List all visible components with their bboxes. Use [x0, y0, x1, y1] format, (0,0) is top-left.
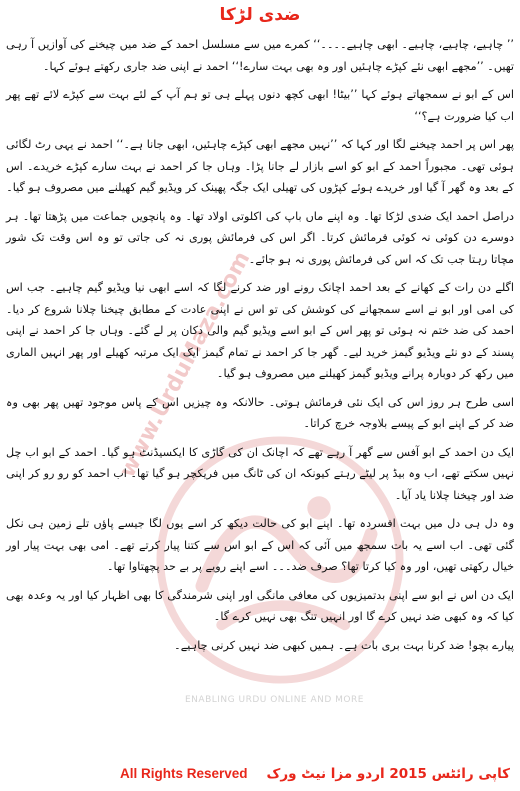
paragraph-9: ایک دن اس نے ابو سے اپنی بدتمیزیوں کی معافی مانگی اور اپنی شرمندگی کا بھی اظہار کیا اور یہ وعدہ بھی کیا کہ وہ کبھی ضد نہیں کرے گا اور انہیں تنگ بھی نہیں کرے گا۔	[6, 588, 514, 623]
paragraph-6: اسی طرح ہر روز اس کی ایک نئی فرمائش ہوتی۔ حالانکہ وہ چیزیں اس کے پاس موجود تھیں پھر بھی وہ ضد کر کے اپنے ابو کے پیسے بلاوجہ خرچ کراتا۔	[6, 395, 514, 430]
paragraph-1: ’’ چاہیے، چاہیے، چاہیے۔ ابھی چاہیے۔۔۔۔‘‘ کمرے میں سے مسلسل احمد کے ضد میں چیخنے کی آوازیں آ رہی تھیں۔ ’’مجھے ابھی نئے کپڑے چاہئیں اور وہ بھی بہت سارے!‘‘ احمد نے اپنی ضد جاری رکھتے ہوئے کہا۔	[6, 38, 514, 73]
watermark-tagline: ENABLING URDU ONLINE AND MORE	[185, 695, 364, 705]
story-title: ضدی لڑکا	[219, 5, 301, 25]
footer	[0, 764, 520, 786]
paragraph-3: پھر اس پر احمد چیخنے لگا اور کہا کہ ’’نہیں مجھے ابھی کپڑے چاہئیں، ابھی جانا ہے۔‘‘ احمد نے یہی رٹ لگائی ہوئی تھی۔ مجبوراً احمد کے ابو کو اسے بازار لے جانا پڑا۔ وہاں جا کر احمد نے بہت سارے کپڑے خریدے۔ اس کے بعد وہ گھر آ گیا اور خریدے ہوئے کپڑوں کی تھیلی ایک جگہ پھینک کر ویڈیو گیم کھیلنے میں مصروف ہو گیا۔	[6, 138, 514, 194]
copyright-text: کاپی رائٹس 2015 اردو مزا نیٹ ورک	[266, 766, 510, 782]
story-body	[6, 34, 514, 663]
watermark-site-text: www.UrduMaza.com	[115, 247, 256, 482]
paragraph-5: اگلے دن رات کے کھانے کے بعد احمد اچانک رونے اور ضد کرنے لگا کہ اسے ابھی نیا ویڈیو گیم چاہیے۔ جب اس کی امی اور ابو نے اسے سمجھانے کی کوشش کی تو اس نے اپنی عادت کے مطابق چیخنا چلانا شروع کر دیا۔ احمد کی ضد ختم نہ ہوئی تو پھر اس کے ابو اسے ویڈیو گیم والی دکان پر لے گئے۔ وہاں جا کر احمد نے اپنی پسند کے دو نئے ویڈیو گیمز خرید لیے۔ گھر جا کر احمد نے تمام گیمز ایک ایک مرتبہ کھیلے اور پھر انہیں الماری میں رکھ کر دوبارہ پرانے ویڈیو گیمز کھیلنے میں مصروف ہو گیا۔	[6, 281, 514, 380]
paragraph-2: اس کے ابو نے سمجھاتے ہوئے کہا ’’بیٹا! ابھی کچھ دنوں پہلے ہی تو ہم آپ کے لئے بہت سے کپڑے لائے تھے پھر اب کیا ضرورت ہے؟‘‘	[6, 88, 514, 123]
all-rights-reserved-text: All Rights Reserved	[120, 766, 248, 781]
paragraph-4: دراصل احمد ایک ضدی لڑکا تھا۔ وہ اپنے ماں باپ کی اکلوتی اولاد تھا۔ وہ پانچویں جماعت میں پڑھتا تھا۔ ہر دوسرے دن کوئی نہ کوئی فرمائش کرتا۔ اگر اس کی فرمائش پوری نہ کی جاتی تو وہ اس وقت تک شور مچاتا رہتا جب تک کہ اس کی فرمائش پوری نہ ہو جائے۔	[6, 209, 514, 266]
paragraph-8: وہ دل ہی دل میں بہت افسردہ تھا۔ اپنے ابو کی حالت دیکھ کر اسے یوں لگا جیسے پاؤں تلے زمین ہی نکل گئی تھی۔ اب اسے یہ بات سمجھ میں آئی کہ اس کے ابو اس سے کتنا پیار کرتے تھے۔ امی بھی بہت پیار اور خیال رکھتی تھیں، اور وہ کیا کرتا تھا؟ صرف ضد۔۔۔ اسے اپنے رویے پر بے حد پچھتاوا تھا۔	[6, 517, 514, 573]
paragraph-7: ایک دن احمد کے ابو آفس سے گھر آ رہے تھے کہ اچانک ان کی گاڑی کا ایکسیڈنٹ ہو گیا۔ احمد کے ابو اب چل نہیں سکتے تھے، اب وہ بیڈ پر لیٹے رہتے کیونکہ ان کی ٹانگ میں فریکچر ہو گیا تھا۔ اب احمد کو رو رو کر اپنی ضد اور چیخنا چلانا یاد آیا۔	[6, 445, 514, 502]
paragraph-10: پیارے بچو! ضد کرنا بہت بری بات ہے۔ ہمیں کبھی ضد نہیں کرنی چاہیے۔	[174, 638, 514, 652]
